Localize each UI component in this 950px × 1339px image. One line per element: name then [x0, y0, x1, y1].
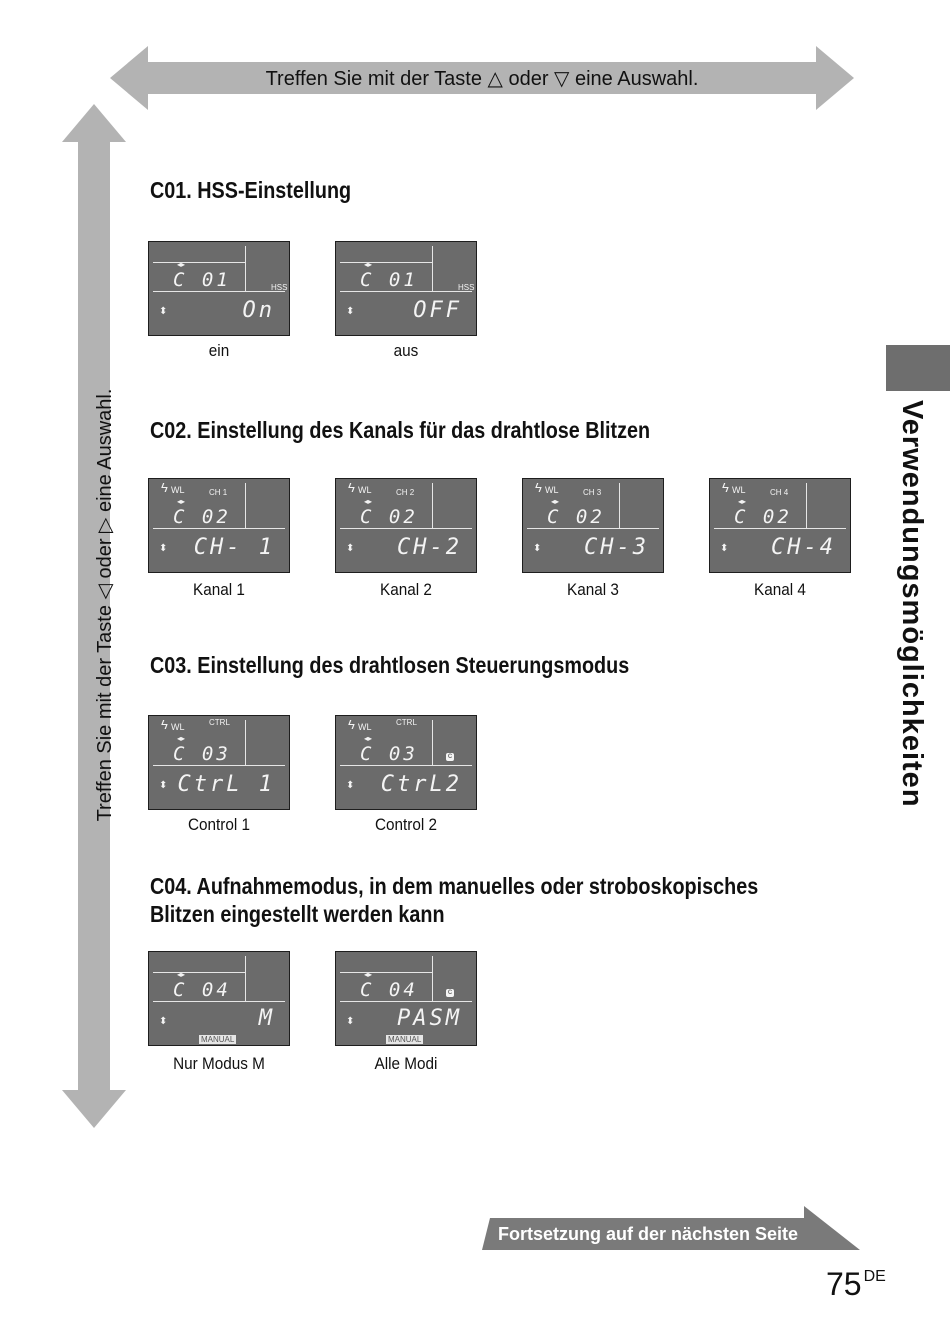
- wl-label: WL: [732, 485, 746, 495]
- wl-label: WL: [545, 485, 559, 495]
- lcd-code: C 04: [360, 979, 418, 1001]
- lcd-code: C 04: [173, 979, 231, 1001]
- wl-label: WL: [171, 485, 185, 495]
- chapter-label: Verwendungsmöglichkeiten: [896, 400, 928, 808]
- lcd-panel: [522, 478, 664, 573]
- wl-label: WL: [171, 722, 185, 732]
- lcd-value: CH-4: [771, 535, 836, 560]
- lcd-tag: CH 3: [583, 488, 602, 497]
- lcd-panel: [335, 478, 477, 573]
- lcd-value: M: [258, 1006, 275, 1031]
- vertical-arrow-text: Treffen Sie mit der Taste ◁ oder ▷ eine Auswahl.: [94, 388, 116, 822]
- dial-icon: ◂▸: [738, 497, 747, 506]
- dial-icon: ◂▸: [364, 497, 373, 506]
- panel-caption: ein: [208, 341, 230, 360]
- lcd-tag: CTRL: [209, 718, 230, 727]
- lcd-code: C 02: [173, 506, 231, 528]
- page-number-value: 75: [826, 1266, 862, 1302]
- lcd-tag: HSS: [271, 283, 288, 292]
- panel-caption: aus: [393, 341, 419, 360]
- vertical-navigation-arrow: [62, 104, 126, 1128]
- lcd-panel: [148, 241, 290, 336]
- lcd-panel: [148, 478, 290, 573]
- dial-icon: ◂▸: [364, 970, 373, 979]
- section-heading-c03: C03. Einstellung des drahtlosen Steuerungsmodus: [150, 652, 630, 678]
- lcd-value: PASM: [397, 1006, 462, 1031]
- flash-bolt-icon: ϟ: [535, 480, 542, 495]
- section-heading-c01: C01. HSS-Einstellung: [150, 177, 352, 203]
- lcd-value: OFF: [413, 298, 462, 323]
- continuation-text: Fortsetzung auf der nächsten Seite: [498, 1224, 799, 1244]
- lcd-value: On: [242, 298, 275, 323]
- up-down-icon: ⬍: [346, 543, 355, 554]
- lcd-code: C 03: [360, 743, 418, 765]
- lcd-code: C 02: [360, 506, 418, 528]
- dial-icon: ◂▸: [177, 734, 186, 743]
- chapter-tab: [886, 345, 950, 391]
- up-down-icon: ⬍: [159, 306, 168, 317]
- dial-icon: ◂▸: [177, 970, 186, 979]
- panel-caption: Alle Modi: [374, 1054, 438, 1073]
- c-mode-icon: C: [447, 754, 453, 760]
- dial-icon: ◂▸: [177, 497, 186, 506]
- section-heading-c04-line2: Blitzen eingestellt werden kann: [150, 901, 445, 927]
- lcd-tag: CH 1: [209, 488, 228, 497]
- panel-caption: Kanal 2: [380, 580, 432, 599]
- lcd-code: C 02: [734, 506, 792, 528]
- panel-caption: Nur Modus M: [173, 1054, 265, 1073]
- flash-bolt-icon: ϟ: [722, 480, 729, 495]
- panel-caption: Kanal 1: [193, 580, 245, 599]
- continuation-banner: [482, 1206, 860, 1250]
- lcd-panel: [709, 478, 851, 573]
- lcd-value: CtrL2: [380, 772, 462, 797]
- horizontal-arrow-text: Treffen Sie mit der Taste △ oder ▽ eine Auswahl.: [265, 68, 699, 90]
- panel-caption: Kanal 4: [754, 580, 806, 599]
- wl-label: WL: [358, 485, 372, 495]
- manual-badge: MANUAL: [201, 1035, 235, 1044]
- lcd-code: C 01: [360, 269, 418, 291]
- up-down-icon: ⬍: [159, 1016, 168, 1027]
- flash-bolt-icon: ϟ: [348, 480, 355, 495]
- horizontal-navigation-arrow: [110, 46, 854, 110]
- lcd-code: C 01: [173, 269, 231, 291]
- section-heading-c04: [150, 872, 758, 928]
- panel-caption: Kanal 3: [567, 580, 619, 599]
- lcd-value: CH- 1: [193, 535, 275, 560]
- panel-caption: Control 1: [187, 815, 251, 834]
- lcd-panel: [335, 951, 477, 1046]
- lcd-value: CH-2: [397, 535, 462, 560]
- dial-icon: ◂▸: [364, 260, 373, 269]
- wl-label: WL: [358, 722, 372, 732]
- up-down-icon: ⬍: [720, 543, 729, 554]
- up-down-icon: ⬍: [533, 543, 542, 554]
- dial-icon: ◂▸: [177, 260, 186, 269]
- lcd-tag: CH 4: [770, 488, 789, 497]
- up-down-icon: ⬍: [159, 543, 168, 554]
- page-language-suffix: DE: [863, 1268, 886, 1285]
- up-down-icon: ⬍: [346, 1016, 355, 1027]
- lcd-value: CtrL 1: [177, 772, 275, 797]
- manual-badge: MANUAL: [388, 1035, 422, 1044]
- lcd-value: CH-3: [584, 535, 649, 560]
- dial-icon: ◂▸: [364, 734, 373, 743]
- panel-caption: Control 2: [374, 815, 438, 834]
- lcd-panel: [148, 951, 290, 1046]
- lcd-tag: HSS: [458, 283, 475, 292]
- page-number: [826, 1266, 886, 1303]
- lcd-panel: [148, 715, 290, 810]
- lcd-code: C 03: [173, 743, 231, 765]
- section-heading-c02: C02. Einstellung des Kanals für das drahtlose Blitzen: [150, 417, 651, 443]
- lcd-code: C 02: [547, 506, 605, 528]
- flash-bolt-icon: ϟ: [161, 717, 168, 732]
- lcd-panel: [335, 241, 477, 336]
- flash-bolt-icon: ϟ: [161, 480, 168, 495]
- up-down-icon: ⬍: [346, 306, 355, 317]
- dial-icon: ◂▸: [551, 497, 560, 506]
- lcd-tag: CTRL: [396, 718, 417, 727]
- flash-bolt-icon: ϟ: [348, 717, 355, 732]
- up-down-icon: ⬍: [346, 780, 355, 791]
- up-down-icon: ⬍: [159, 780, 168, 791]
- lcd-panel: [335, 715, 477, 810]
- lcd-tag: CH 2: [396, 488, 415, 497]
- c-mode-icon: C: [447, 990, 453, 996]
- section-heading-c04-line1: C04. Aufnahmemodus, in dem manuelles oder stroboskopisches: [150, 873, 759, 899]
